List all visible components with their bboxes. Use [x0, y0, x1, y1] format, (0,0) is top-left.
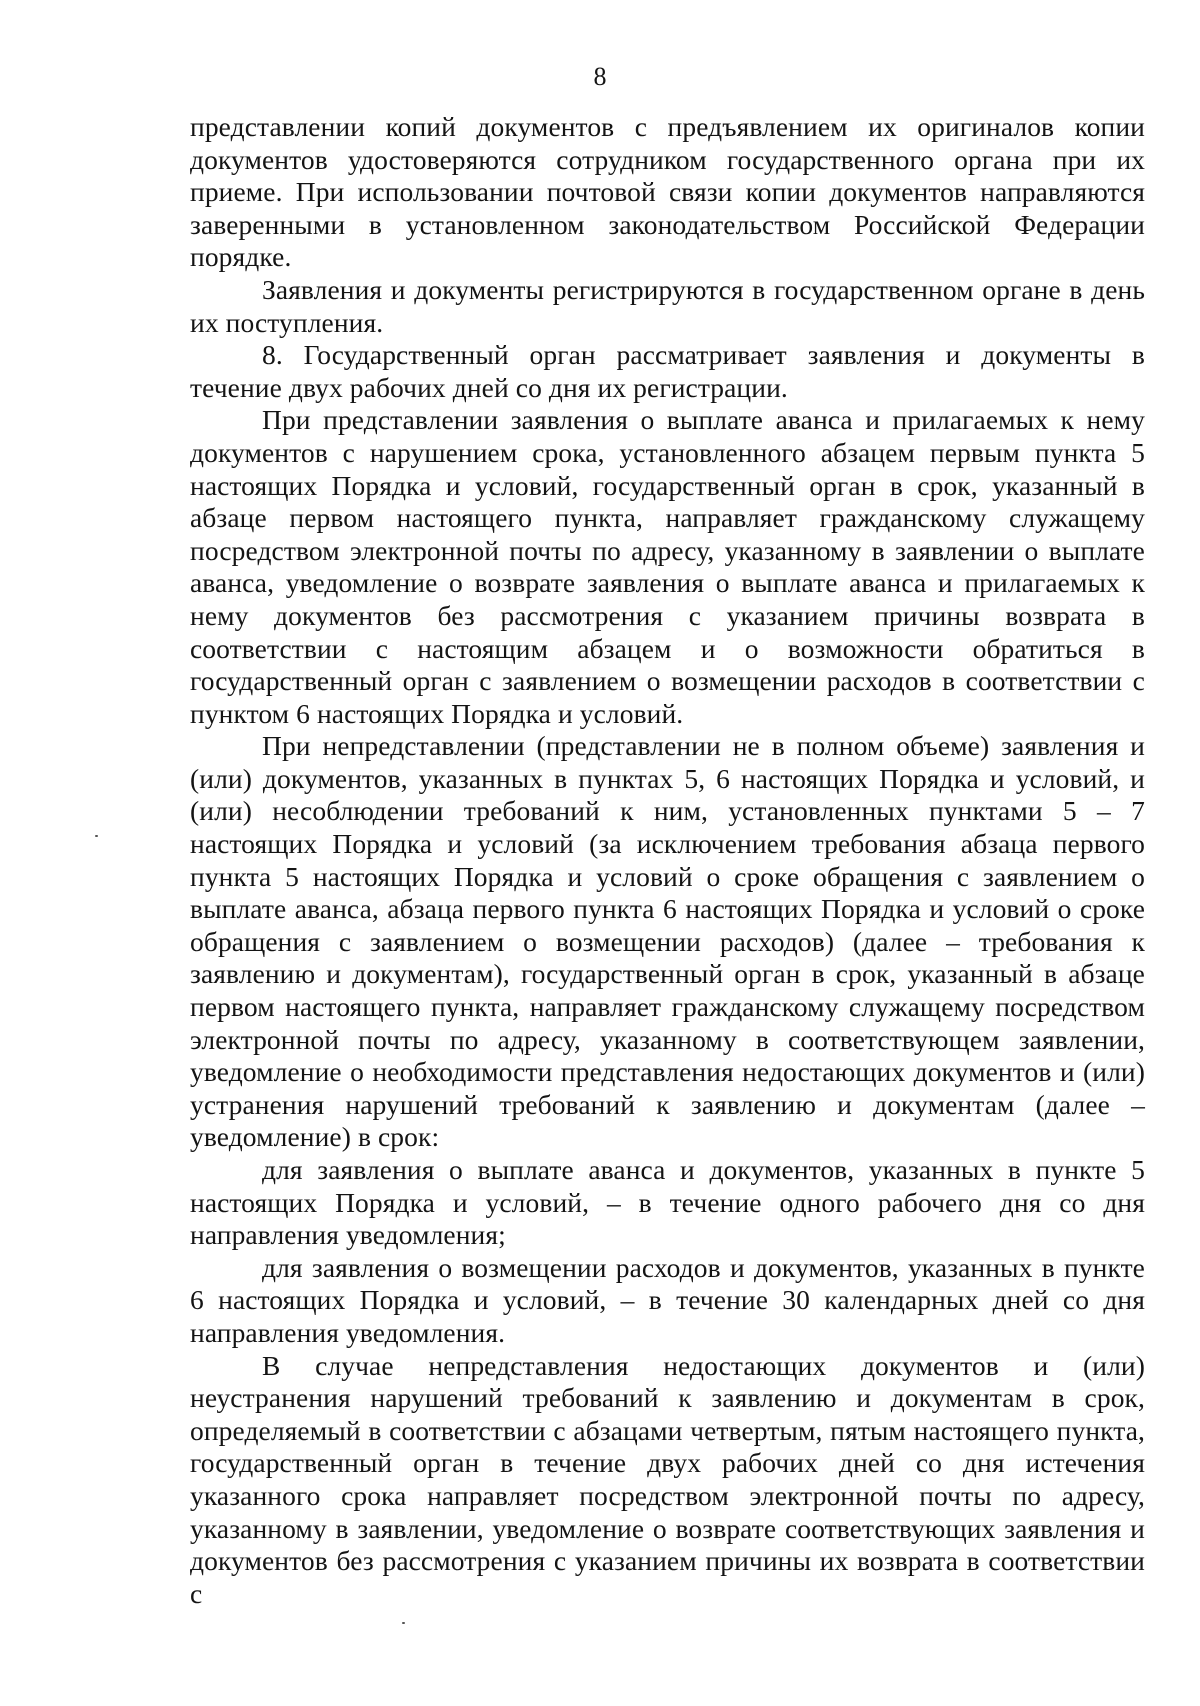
paragraph-late-submission: При представлении заявления о выплате аванса и прилагаемых к нему документов с нарушением срока, установленного абзацем первым пункта 5 настоящих Порядка и условий, государственный орган в срок, указанный в абзаце первом настоящего пункта, направляет гражданскому служащему посредством электронной почты по адресу, указанному в заявлении о выплате аванса, уведомление о возврате заявления о выплате аванса и прилагаемых к нему документов без рассмотрения с указанием причины возврата в соответствии с настоящим абзацем и о возможности обратиться в государственный орган с заявлением о возмещении расходов в соответствии с пунктом 6 настоящих Порядка и условий. [190, 404, 1145, 729]
paragraph-item-8: 8. Государственный орган рассматривает заявления и документы в течение двух рабочих дней со дня их регистрации. [190, 339, 1145, 403]
paragraph-registration: Заявления и документы регистрируются в государственном органе в день их поступления. [190, 273, 1145, 338]
scan-speck [95, 835, 98, 837]
document-body [190, 111, 1145, 1610]
page-number: 8 [593, 62, 607, 91]
paragraph-reimbursement-deadline: для заявления о возмещении расходов и документов, указанных в пункте 6 настоящих Порядка и условий, – в течение 30 календарных дней со дня направления уведомления. [190, 1251, 1145, 1348]
paragraph-return-without-review: В случае непредставления недостающих документов и (или) неустранения нарушений требований к заявлению и документам в срок, определяемый в соответствии с абзацами четвертым, пятым настоящего пункта, государственный орган в течение двух рабочих дней со дня истечения указанного срока направляет посредством электронной почты по адресу, указанному в заявлении, уведомление о возврате соответствующих заявления и документов без рассмотрения с указанием причины их возврата в соответствии с [190, 1349, 1145, 1609]
paragraph-incomplete-submission: При непредставлении (представлении не в полном объеме) заявления и (или) документов, указанных в пунктах 5, 6 настоящих Порядка и условий, и (или) несоблюдении требований к ним, установленных пунктами 5 – 7 настоящих Порядка и условий (за исключением требования абзаца первого пункта 5 настоящих Порядка и условий о сроке обращения с заявлением о выплате аванса, абзаца первого пункта 6 настоящих Порядка и условий о сроке обращения с заявлением о возмещении расходов) (далее – требования к заявлению и документам), государственный орган в срок, указанный в абзаце первом настоящего пункта, направляет гражданскому служащему посредством электронной почты по адресу, указанному в соответствующем заявлении, уведомление о необходимости представления недостающих документов и (или) устранения нарушений требований к заявлению и документам (далее – уведомление) в срок: [190, 730, 1145, 1153]
scan-speck [402, 1622, 405, 1624]
paragraph-continuation: представлении копий документов с предъявлением их оригиналов копии документов удостоверяются сотрудником государственного органа при их приеме. При использовании почтовой связи копии документов направляются заверенными в установленном законодательством Российской Федерации порядке. [190, 111, 1145, 273]
paragraph-advance-deadline: для заявления о выплате аванса и документов, указанных в пункте 5 настоящих Порядка и условий, – в течение одного рабочего дня со дня направления уведомления; [190, 1154, 1145, 1251]
